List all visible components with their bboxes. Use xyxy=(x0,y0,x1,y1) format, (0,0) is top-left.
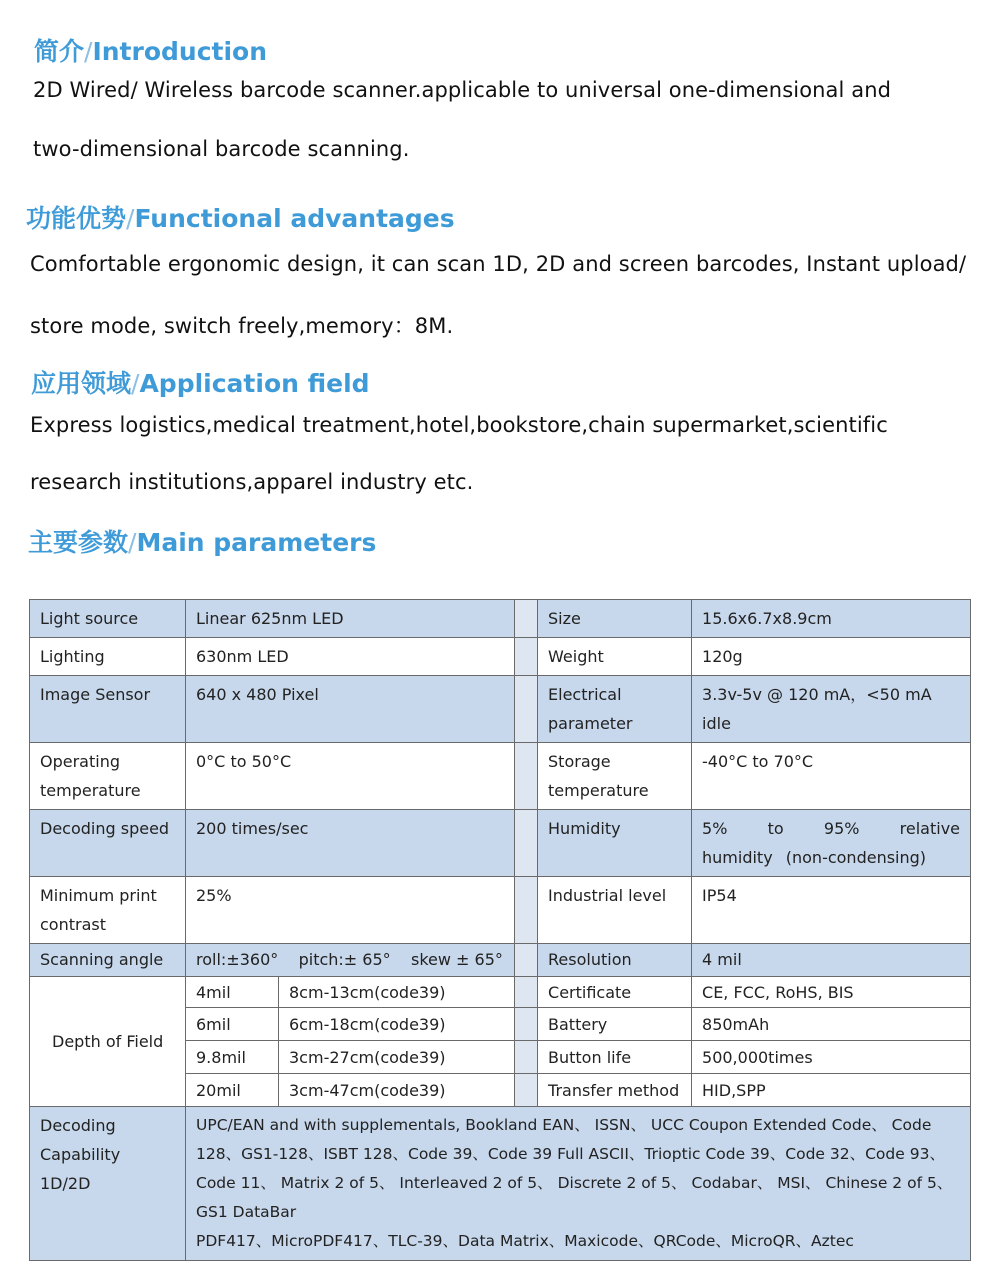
decoding-label-line: Decoding xyxy=(40,1116,116,1135)
column-gap xyxy=(515,810,538,877)
application-line-1: Express logistics,medical treatment,hotel,bookstore,chain supermarket,scientific xyxy=(30,413,888,437)
intro-line-2: two-dimensional barcode scanning. xyxy=(33,137,410,161)
param-value: 120g xyxy=(692,638,971,676)
param-value: 500,000times xyxy=(692,1041,971,1074)
decoding-line: GS1 DataBar xyxy=(196,1203,297,1221)
column-gap xyxy=(515,1041,538,1074)
param-label: Decoding speed xyxy=(30,810,186,877)
table-row xyxy=(30,638,971,676)
param-label: Minimum print contrast xyxy=(30,877,186,944)
column-gap xyxy=(515,638,538,676)
param-value: 5% to 95% relative humidity (non-condensing) xyxy=(692,810,971,877)
param-label: Lighting xyxy=(30,638,186,676)
dof-range: 3cm-27cm(code39) xyxy=(279,1041,515,1074)
table-row xyxy=(30,810,971,877)
param-label: Storage temperature xyxy=(538,743,692,810)
param-value: -40°C to 70°C xyxy=(692,743,971,810)
param-label: Industrial level xyxy=(538,877,692,944)
parameters-table xyxy=(29,599,971,1261)
param-value: 640 x 480 Pixel xyxy=(186,676,515,743)
column-gap xyxy=(515,977,538,1008)
param-value: 850mAh xyxy=(692,1008,971,1041)
param-label: Weight xyxy=(538,638,692,676)
table-row xyxy=(30,877,971,944)
depth-of-field-label: Depth of Field xyxy=(30,977,186,1107)
column-gap xyxy=(515,944,538,977)
table-row xyxy=(30,977,971,1008)
column-gap xyxy=(515,877,538,944)
param-value: Linear 625nm LED xyxy=(186,600,515,638)
decoding-label-line: Capability xyxy=(40,1145,121,1164)
heading-introduction xyxy=(34,32,267,68)
param-label: Light source xyxy=(30,600,186,638)
heading-cn: 应用领域 xyxy=(31,369,132,398)
decoding-line: PDF417、MicroPDF417、TLC-39、Data Matrix、Maxicode、QRCode、MicroQR、Aztec xyxy=(196,1232,854,1250)
table-row xyxy=(30,676,971,743)
param-label: Image Sensor xyxy=(30,676,186,743)
heading-slash: / xyxy=(131,369,140,398)
column-gap xyxy=(515,600,538,638)
param-label: Humidity xyxy=(538,810,692,877)
param-label: Operating temperature xyxy=(30,743,186,810)
heading-functional-advantages xyxy=(26,199,455,235)
dof-range: 8cm-13cm(code39) xyxy=(279,977,515,1008)
intro-line-1: 2D Wired/ Wireless barcode scanner.applicable to universal one-dimensional and xyxy=(33,78,892,102)
decoding-label-line: 1D/2D xyxy=(40,1174,91,1193)
heading-cn: 主要参数 xyxy=(28,528,129,557)
heading-cn: 简介 xyxy=(34,37,85,66)
column-gap xyxy=(515,676,538,743)
heading-slash: / xyxy=(126,204,135,233)
param-value: HID,SPP xyxy=(692,1074,971,1107)
heading-main-parameters xyxy=(28,523,376,559)
decoding-line: 128、GS1-128、ISBT 128、Code 39、Code 39 Full ASCII、Trioptic Code 39、Code 32、Code 93、 xyxy=(196,1145,945,1163)
table-row xyxy=(30,944,971,977)
heading-slash: / xyxy=(84,37,93,66)
param-value: 0°C to 50°C xyxy=(186,743,515,810)
heading-slash: / xyxy=(128,528,137,557)
param-value: 15.6x6.7x8.9cm xyxy=(692,600,971,638)
param-value: CE, FCC, RoHS, BIS xyxy=(692,977,971,1008)
param-value: roll:±360° pitch:± 65° skew ± 65° xyxy=(186,944,515,977)
column-gap xyxy=(515,1008,538,1041)
param-value: 4 mil xyxy=(692,944,971,977)
param-label: Size xyxy=(538,600,692,638)
param-label: Electrical parameter xyxy=(538,676,692,743)
table-row xyxy=(30,600,971,638)
param-label: Scanning angle xyxy=(30,944,186,977)
heading-application-field xyxy=(31,364,370,400)
application-line-2: research institutions,apparel industry etc. xyxy=(30,470,474,494)
param-label: Certificate xyxy=(538,977,692,1008)
dof-mil: 6mil xyxy=(186,1008,279,1041)
param-value: 3.3v-5v @ 120 mA，<50 mA idle xyxy=(692,676,971,743)
column-gap xyxy=(515,743,538,810)
dof-range: 3cm-47cm(code39) xyxy=(279,1074,515,1107)
table-row xyxy=(30,743,971,810)
dof-mil: 20mil xyxy=(186,1074,279,1107)
functional-line-2: store mode, switch freely,memory：8M. xyxy=(30,314,454,338)
heading-en: Application field xyxy=(139,369,370,398)
decoding-capability-value xyxy=(186,1107,971,1261)
decoding-line: Code 11、 Matrix 2 of 5、 Interleaved 2 of 5、 Discrete 2 of 5、 Codabar、 MSI、 Chinese 2 of 5、 xyxy=(196,1174,953,1192)
heading-cn: 功能优势 xyxy=(26,204,127,233)
param-value: 200 times/sec xyxy=(186,810,515,877)
param-label: Button life xyxy=(538,1041,692,1074)
heading-en: Introduction xyxy=(92,37,268,66)
dof-mil: 9.8mil xyxy=(186,1041,279,1074)
column-gap xyxy=(515,1074,538,1107)
decoding-line: UPC/EAN and with supplementals, Bookland EAN、 ISSN、 UCC Coupon Extended Code、 Code xyxy=(196,1116,932,1134)
functional-line-1: Comfortable ergonomic design, it can scan 1D, 2D and screen barcodes, Instant upload/ xyxy=(30,252,967,276)
table-row-decoding xyxy=(30,1107,971,1261)
param-label: Transfer method xyxy=(538,1074,692,1107)
param-value: IP54 xyxy=(692,877,971,944)
param-value: 630nm LED xyxy=(186,638,515,676)
dof-range: 6cm-18cm(code39) xyxy=(279,1008,515,1041)
dof-mil: 4mil xyxy=(186,977,279,1008)
param-label: Resolution xyxy=(538,944,692,977)
param-value: 25% xyxy=(186,877,515,944)
heading-en: Functional advantages xyxy=(134,204,455,233)
decoding-label xyxy=(30,1107,186,1261)
heading-en: Main parameters xyxy=(136,528,377,557)
param-label: Battery xyxy=(538,1008,692,1041)
